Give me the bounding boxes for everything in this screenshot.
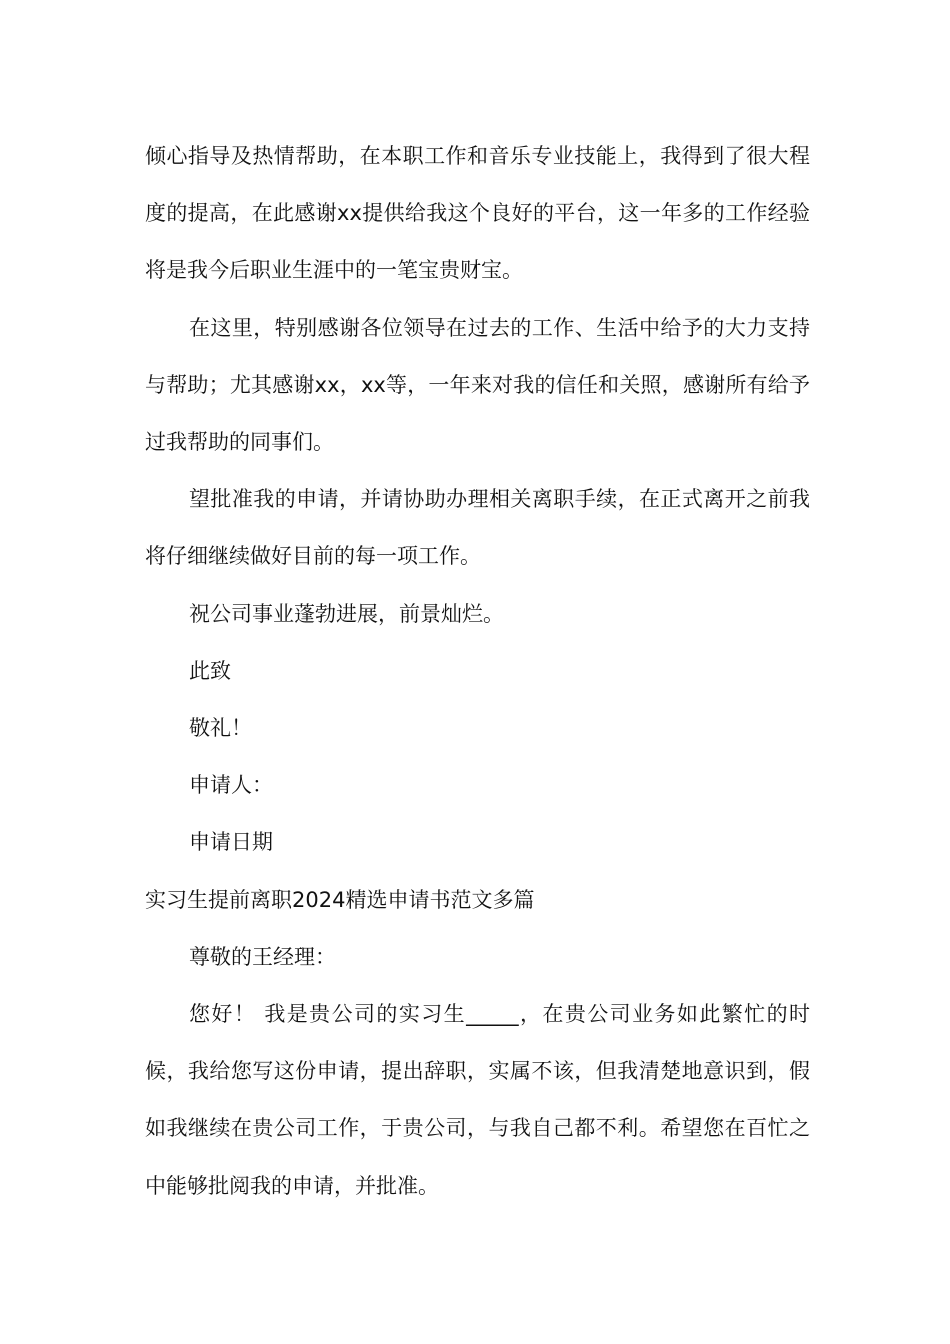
closing-cizhi: 此致 — [189, 658, 231, 683]
paragraph-request-approval: 望批准我的申请，并请协助办理相关离职手续，在正式离开之前我将仔细继续做好目前的每一项工作。 — [145, 487, 810, 569]
paragraph-wishes: 祝公司事业蓬勃进展，前景灿烂。 — [189, 601, 504, 626]
paragraph-thanks-leaders: 在这里，特别感谢各位领导在过去的工作、生活中给予的大力支持与帮助；尤其感谢xx，xx等，一年来对我的信任和关照，感谢所有给予过我帮助的同事们。 — [145, 315, 810, 455]
section-title: 实习生提前离职2024精选申请书范文多篇 — [145, 887, 535, 912]
applicant-label: 申请人： — [189, 773, 273, 798]
closing-jingli: 敬礼！ — [189, 716, 252, 741]
application-date-label: 申请日期 — [189, 830, 273, 855]
paragraph-resignation-body: 您好！ 我是贵公司的实习生_____，在贵公司业务如此繁忙的时候，我给您写这份申请，提出辞职，实属不该，但我清楚地意识到，假如我继续在贵公司工作，于贵公司，与我自己都不利。希望您在百忙之中能够批阅我的申请，并批准。 — [145, 1002, 810, 1198]
salutation: 尊敬的王经理： — [189, 944, 336, 969]
document-body — [145, 128, 810, 1215]
paragraph-gratitude-work: 倾心指导及热情帮助，在本职工作和音乐专业技能上，我得到了很大程度的提高，在此感谢xx提供给我这个良好的平台，这一年多的工作经验将是我今后职业生涯中的一笔宝贵财宝。 — [145, 144, 810, 283]
